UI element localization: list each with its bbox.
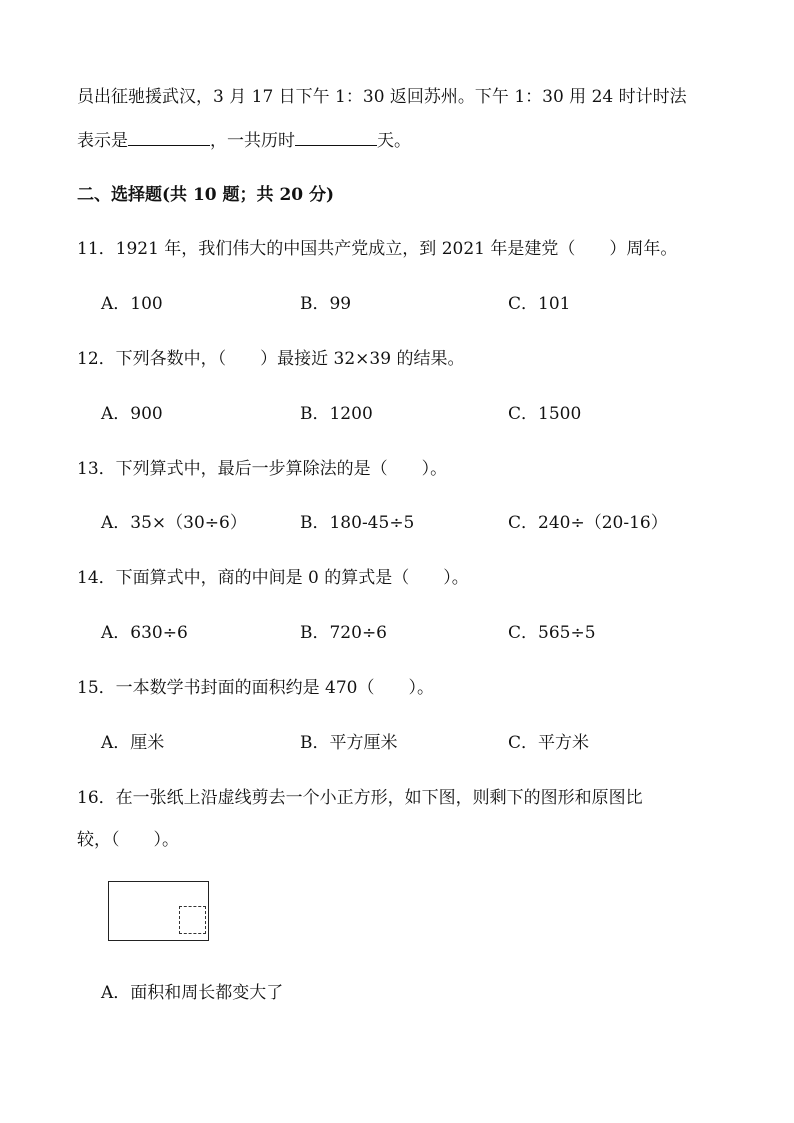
intro-line-2 (77, 130, 411, 152)
intro-text-c: 天。 (377, 131, 411, 151)
question-14-option-a[interactable]: A．630÷6 (101, 623, 188, 643)
intro-text-b: ，一共历时 (210, 131, 295, 151)
answer-blank-2[interactable] (295, 131, 377, 146)
question-14-option-b[interactable]: B．720÷6 (300, 623, 388, 643)
section-title: 二、选择题(共 10 题；共 20 分) (77, 185, 335, 205)
question-15-option-a[interactable]: A．厘米 (101, 733, 165, 753)
question-13-option-b[interactable]: B．180-45÷5 (300, 513, 415, 533)
question-16-stem-line-1: 16．在一张纸上沿虚线剪去一个小正方形，如下图，则剩下的图形和原图比 (77, 788, 643, 808)
question-15-option-b[interactable]: B．平方厘米 (300, 733, 398, 753)
question-13-option-c[interactable]: C．240÷（20-16） (508, 513, 668, 533)
question-16-stem-line-2: 较，（ ）。 (77, 830, 179, 850)
question-13-option-a[interactable]: A．35×（30÷6） (101, 513, 247, 533)
question-12-option-b[interactable]: B．1200 (300, 404, 373, 424)
dashed-square-cutout (179, 906, 206, 934)
question-15-option-c[interactable]: C．平方米 (508, 733, 590, 753)
question-15-stem: 15．一本数学书封面的面积约是 470（ ）。 (77, 678, 434, 698)
paper-rectangle-figure (108, 881, 209, 941)
question-13-stem: 13．下列算式中，最后一步算除法的是（ ）。 (77, 459, 448, 479)
answer-blank-1[interactable] (128, 131, 210, 146)
question-14-option-c[interactable]: C．565÷5 (508, 623, 596, 643)
intro-line-1: 员出征驰援武汉，3 月 17 日下午 1：30 返回苏州。下午 1：30 用 24 时计时法 (77, 87, 687, 107)
question-16-option-a[interactable]: A．面积和周长都变大了 (101, 983, 284, 1003)
intro-text-a: 表示是 (77, 131, 128, 151)
question-11-option-b[interactable]: B．99 (300, 294, 352, 314)
question-11-option-a[interactable]: A．100 (101, 294, 163, 314)
question-12-stem: 12．下列各数中，（ ）最接近 32×39 的结果。 (77, 349, 465, 369)
question-14-stem: 14．下面算式中，商的中间是 0 的算式是（ ）。 (77, 568, 469, 588)
question-11-stem: 11．1921 年，我们伟大的中国共产党成立，到 2021 年是建党（ ）周年。 (77, 239, 678, 259)
question-11-option-c[interactable]: C．101 (508, 294, 571, 314)
question-12-option-c[interactable]: C．1500 (508, 404, 582, 424)
question-12-option-a[interactable]: A．900 (101, 404, 163, 424)
